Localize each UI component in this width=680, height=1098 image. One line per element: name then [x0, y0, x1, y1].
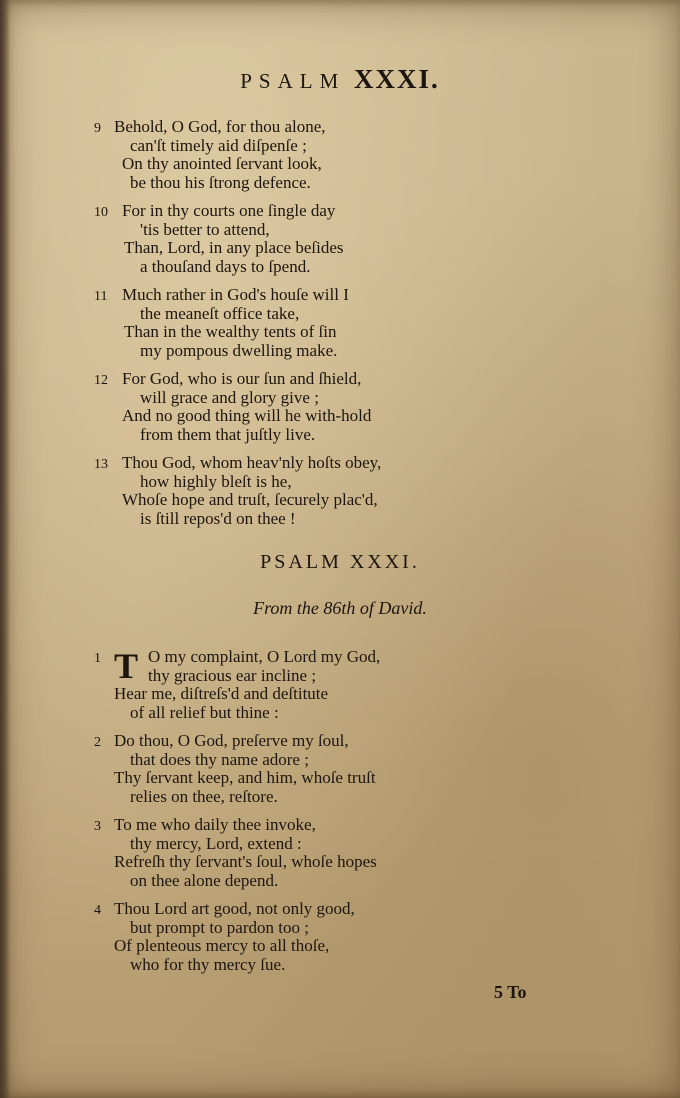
- verse-line: Of plenteous mercy to all thoſe,: [114, 936, 330, 955]
- verse-line: On thy anointed ſervant look,: [122, 154, 322, 173]
- verse-line: For in thy courts one ſingle day: [122, 201, 336, 220]
- verse-line: Thou God, whom heav'nly hoſts obey,: [122, 453, 382, 472]
- stanza-number: 2: [94, 735, 101, 750]
- verse-line: Than in the wealthy tents of ſin: [124, 322, 337, 341]
- verse-line: but prompt to pardon too ;: [130, 917, 309, 937]
- psalm-subtitle: From the 86th of David.: [253, 598, 427, 618]
- verse-line: the meaneſt office take,: [140, 303, 300, 323]
- verse-line: To me who daily thee invoke,: [114, 815, 316, 834]
- verse-line: on thee alone depend.: [130, 870, 279, 890]
- stanza-3: [94, 816, 377, 890]
- stanza-number: 13: [94, 457, 108, 472]
- verse-line: Behold, O God, for thou alone,: [114, 117, 326, 136]
- stanza-12: [94, 370, 371, 444]
- stanza-4: [94, 900, 355, 974]
- verse-line: Whoſe hope and truſt, ſecurely plac'd,: [122, 490, 378, 509]
- verse-line: Refreſh thy ſervant's ſoul, whoſe hopes: [114, 852, 377, 871]
- stanza-number: 3: [94, 819, 101, 834]
- stanza-2: [94, 732, 376, 806]
- verse-line: who for thy mercy ſue.: [130, 954, 286, 974]
- verse-line: Much rather in God's houſe will I: [122, 285, 349, 304]
- verse-line: from them that juſtly live.: [140, 424, 316, 444]
- verse-line: can'ſt timely aid diſpenſe ;: [130, 135, 307, 155]
- verse-line: thy mercy, Lord, extend :: [130, 833, 302, 853]
- stanza-number: 1: [94, 651, 101, 666]
- verse-line: a thouſand days to ſpend.: [140, 256, 311, 276]
- verse-line: that does thy name adore ;: [130, 749, 309, 769]
- stanza-9: [94, 118, 326, 192]
- stanza-11: [94, 286, 349, 360]
- verse-line: O my complaint, O Lord my God,: [148, 647, 381, 666]
- stanza-10: [94, 202, 344, 276]
- running-head: [0, 64, 680, 95]
- drop-cap: T: [114, 646, 139, 686]
- verse-line: Thy ſervant keep, and him, whoſe truſt: [114, 768, 376, 787]
- stanza-13: [94, 454, 381, 528]
- stanza-number: 11: [94, 289, 108, 304]
- stanza-1: [94, 648, 380, 722]
- verse-line: thy gracious ear incline ;: [148, 665, 317, 685]
- verse-line: Do thou, O God, preſerve my ſoul,: [114, 731, 349, 750]
- verse-line: Than, Lord, in any place beſides: [124, 238, 344, 257]
- page-edge-shadow: [0, 0, 10, 1098]
- verse-line: is ſtill repos'd on thee !: [140, 508, 296, 528]
- verse-line: my pompous dwelling make.: [140, 340, 338, 360]
- stanza-number: 12: [94, 373, 108, 388]
- verse-line: will grace and glory give ;: [140, 387, 319, 407]
- verse-line: 'tis better to attend,: [140, 219, 270, 239]
- verse-line: And no good thing will he with-hold: [122, 406, 372, 425]
- verse-line: how highly bleſt is he,: [140, 471, 292, 491]
- stanza-number: 4: [94, 903, 101, 918]
- stanza-number: 10: [94, 205, 108, 220]
- psalm-subheading: PSALM XXXI.: [260, 551, 420, 573]
- verse-line: of all relief but thine :: [130, 702, 279, 722]
- verse-line: Hear me, diſtreſs'd and deſtitute: [114, 684, 329, 703]
- catchword: 5 To: [494, 982, 527, 1002]
- verse-line: relies on thee, reſtore.: [130, 786, 278, 806]
- verse-line: Thou Lord art good, not only good,: [114, 899, 355, 918]
- verse-line: be thou his ſtrong defence.: [130, 172, 311, 192]
- running-head-number: XXXI.: [354, 64, 440, 94]
- verse-line: For God, who is our ſun and ſhield,: [122, 369, 362, 388]
- stanza-number: 9: [94, 121, 101, 136]
- running-head-psalm: PSALM: [240, 69, 346, 93]
